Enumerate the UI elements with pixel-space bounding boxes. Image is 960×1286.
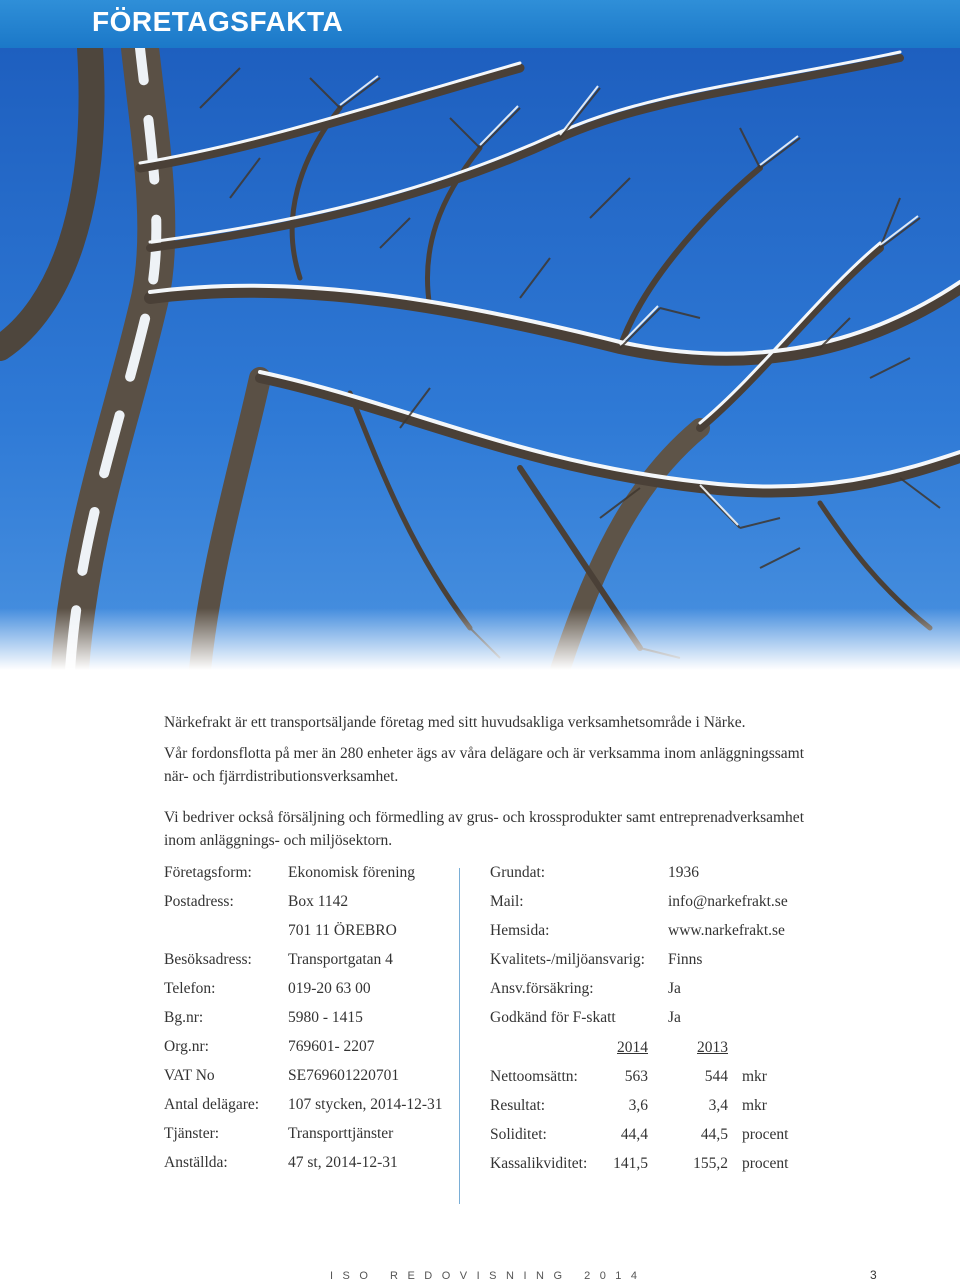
- fact-label: Mail:: [490, 893, 524, 910]
- value-2014: 141,5: [613, 1155, 648, 1172]
- fact-value: 47 st, 2014-12-31: [288, 1154, 398, 1171]
- fact-label: Godkänd för F-skatt: [490, 1009, 616, 1026]
- fact-value: Finns: [668, 951, 703, 968]
- footer-text: ISO REDOVISNING 2014: [330, 1270, 647, 1282]
- website-link[interactable]: www.narkefrakt.se: [668, 922, 785, 939]
- fact-label: Bg.nr:: [164, 1009, 204, 1026]
- fact-label: Ansv.försäkring:: [490, 980, 594, 997]
- fact-label: Anställda:: [164, 1154, 228, 1171]
- unit: procent: [742, 1126, 789, 1143]
- fact-label: VAT No: [164, 1067, 215, 1084]
- fact-label: Företagsform:: [164, 864, 252, 881]
- value-2014: 44,4: [620, 1126, 648, 1143]
- fact-label: Org.nr:: [164, 1038, 209, 1055]
- fact-value: 107 stycken, 2014-12-31: [288, 1096, 443, 1113]
- intro-paragraph-3: Vi bedriver också försäljning och förmedling av grus- och krossprodukter samt entreprenadverksamhet inom anläggnings- och miljösektorn.: [164, 809, 804, 849]
- fact-value: 019-20 63 00: [288, 980, 371, 997]
- header-bar: [0, 0, 960, 48]
- page-title: FÖRETAGSFAKTA: [92, 6, 344, 37]
- snowy-trees-photo: [0, 48, 960, 670]
- unit: mkr: [742, 1097, 767, 1114]
- fact-label: Postadress:: [164, 893, 234, 910]
- fact-label: Tjänster:: [164, 1125, 220, 1142]
- financials-label: Kassalikviditet:: [490, 1155, 588, 1172]
- page-number: 3: [870, 1268, 877, 1282]
- fact-label: Antal delägare:: [164, 1096, 260, 1113]
- fact-value: Box 1142: [288, 893, 349, 910]
- intro-paragraph-2: Vår fordonsflotta på mer än 280 enheter ägs av våra delägare och är verksamma inom anläggningssamt när- och fjärrdistributionsverksamhet.: [164, 745, 804, 785]
- value-2013: 544: [704, 1068, 728, 1085]
- fact-value: Ja: [668, 1009, 681, 1026]
- fact-value: Transporttjänster: [288, 1125, 394, 1142]
- fact-label: Telefon:: [164, 980, 216, 997]
- fact-value: 701 11 ÖREBRO: [288, 922, 397, 939]
- unit: mkr: [742, 1068, 767, 1085]
- value-2013: 155,2: [693, 1155, 728, 1172]
- fact-value: 5980 - 1415: [288, 1009, 363, 1026]
- value-2013: 44,5: [700, 1126, 728, 1143]
- fact-value: 1936: [668, 864, 699, 881]
- fact-value: SE769601220701: [288, 1067, 400, 1084]
- financials-label: Resultat:: [490, 1097, 546, 1114]
- financials-label: Soliditet:: [490, 1126, 547, 1143]
- fact-value: 769601- 2207: [288, 1038, 375, 1055]
- fact-value: Transportgatan 4: [288, 951, 393, 968]
- fact-label: Kvalitets-/miljöansvarig:: [490, 951, 645, 968]
- fact-label: Hemsida:: [490, 922, 550, 939]
- financials-label: Nettoomsättn:: [490, 1068, 578, 1085]
- fact-value: Ekonomisk förening: [288, 864, 415, 881]
- year-header-2014: 2014: [617, 1039, 648, 1056]
- year-header-2013: 2013: [697, 1039, 728, 1056]
- value-2014: 563: [624, 1068, 648, 1085]
- intro-paragraph-1: Närkefrakt är ett transportsäljande företag med sitt huvudsakliga verksamhetsområde i Närke.: [164, 714, 746, 731]
- fact-label: Grundat:: [490, 864, 546, 881]
- email-link[interactable]: info@narkefrakt.se: [668, 893, 788, 910]
- column-divider: [459, 868, 460, 1204]
- fact-value: Ja: [668, 980, 681, 997]
- unit: procent: [742, 1155, 789, 1172]
- value-2014: 3,6: [628, 1097, 648, 1114]
- value-2013: 3,4: [708, 1097, 728, 1114]
- fact-label: Besöksadress:: [164, 951, 252, 968]
